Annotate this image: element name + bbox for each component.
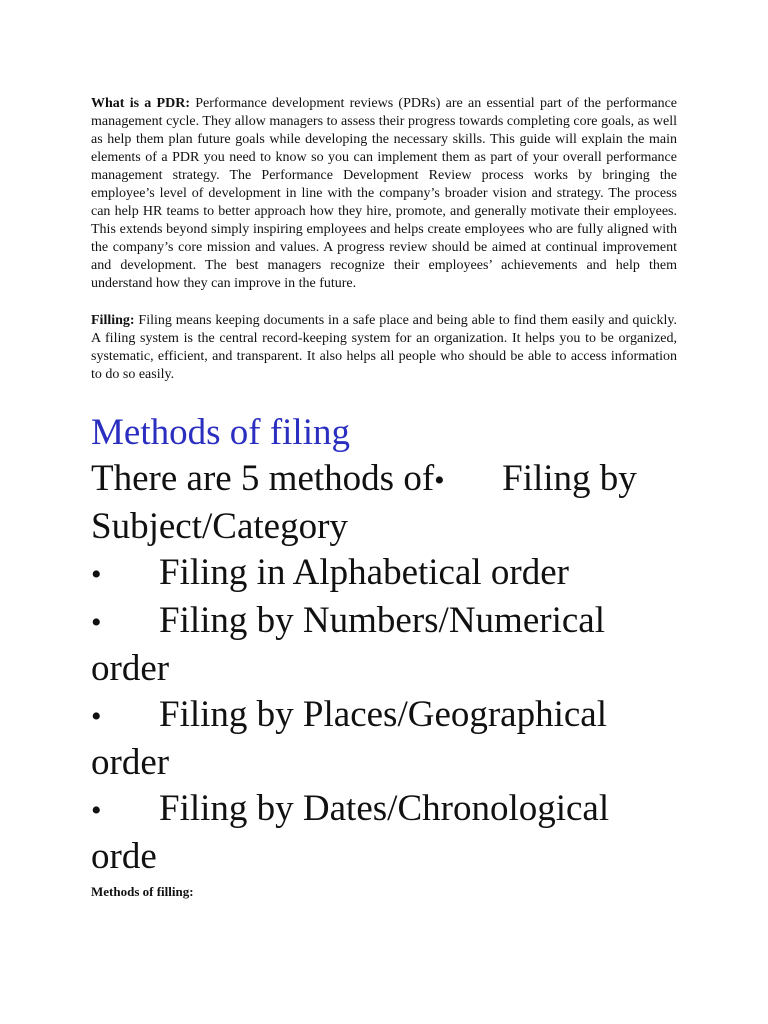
method-line-3 bbox=[91, 598, 677, 692]
method-item-1: Filing by Subject/Category bbox=[91, 458, 637, 547]
method-line-4 bbox=[91, 692, 677, 786]
pdr-text: Performance development reviews (PDRs) are an essential part of the performance management cycle. They allow managers to assess their progress towards completing core goals, as well as help them plan future goals while developing the necessary skills. This guide will explain the main elements of a PDR you need to know so you can implement them as part of your overall performance management strategy. The Performance Development Review process works by bringing the employee’s level of development in line with the company’s broader vision and strategy. The process can help HR teams to better approach how they hire, promote, and generally motivate their employees. This extends beyond simply inspiring employees and helps create employees who are fully aligned with the company’s core mission and values. A progress review should be aimed at continual improvement and development. The best managers recognize their employees’ achievements and help them understand how they can improve in the future. bbox=[91, 96, 677, 291]
pdr-label: What is a PDR: bbox=[91, 96, 190, 111]
bullet-icon: • bbox=[91, 558, 102, 591]
filing-text: Filing means keeping documents in a safe place and being able to find them easily and quickly. A filing system is the central record-keeping system for an organization. It helps you to be organized, systematic, efficient, and transparent. It also helps all people who should be able to access information to do so easily. bbox=[91, 313, 678, 382]
method-line-5 bbox=[91, 786, 677, 880]
pdr-paragraph bbox=[91, 95, 677, 293]
methods-heading: Methods of filing bbox=[91, 412, 350, 453]
filing-paragraph bbox=[91, 312, 677, 384]
method-item-5: Filing by Dates/Chronological orde bbox=[91, 788, 610, 877]
method-item-2: Filing in Alphabetical order bbox=[159, 552, 569, 593]
methods-footer-label: Methods of filling: bbox=[91, 884, 194, 899]
document-page bbox=[91, 95, 677, 900]
methods-intro: There are 5 methods of bbox=[91, 458, 435, 499]
method-item-3: Filing by Numbers/Numerical order bbox=[91, 600, 605, 689]
method-line-2 bbox=[91, 550, 677, 598]
bullet-icon: • bbox=[434, 464, 445, 497]
method-item-4: Filing by Places/Geographical order bbox=[91, 694, 608, 783]
bullet-icon: • bbox=[91, 700, 102, 733]
bullet-icon: • bbox=[91, 794, 102, 827]
filing-label: Filling: bbox=[91, 313, 135, 328]
methods-list bbox=[91, 456, 677, 880]
bullet-icon: • bbox=[91, 606, 102, 639]
